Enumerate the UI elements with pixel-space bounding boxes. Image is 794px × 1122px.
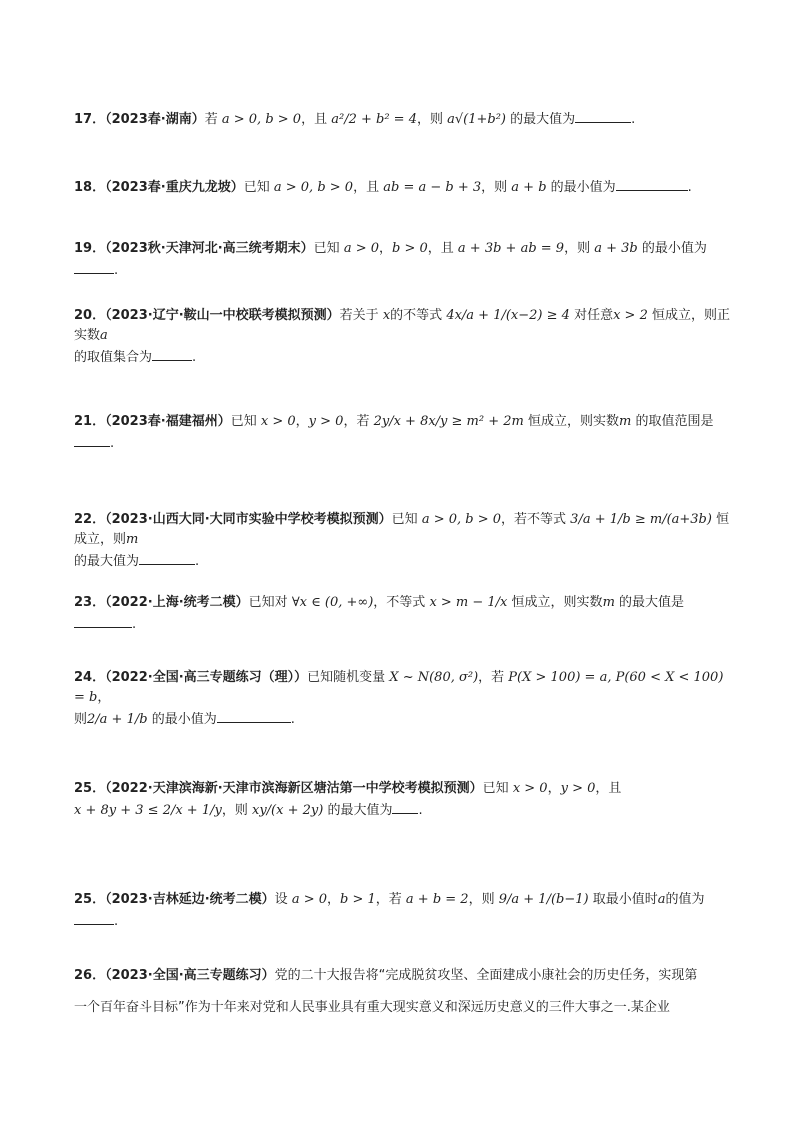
variable: x (382, 308, 391, 323)
question-20: 20．（2023·辽宁·鞍山一中校联考模拟预测）若关于 x的不等式 4x/a + 1/(x−2) ≥ 4 对任意x > 2 恒成立，则正实数a 的取值集合为 . (74, 308, 730, 365)
expression: a√(1+b²) (447, 112, 506, 127)
question-25b: 25．（2023·吉林延边·统考二模）设 a > 0，b > 1，若 a + b = 2，则 9/a + 1/(b−1) 取最小值时a的值为. (74, 892, 705, 929)
question-source: （2023·山西大同·大同市实验中学校考模拟预测） (105, 512, 392, 527)
variable: a (657, 892, 666, 907)
question-source: （2023·辽宁·鞍山一中校联考模拟预测） (105, 308, 340, 323)
inequality: x > m − 1/x (429, 595, 508, 610)
question-number: 22． (74, 512, 106, 527)
inequality: 4x/a + 1/(x−2) ≥ 4 (446, 308, 570, 323)
condition: b > 1 (340, 892, 376, 907)
equation: a²/2 + b² = 4 (331, 112, 417, 127)
question-source: （2023秋·天津河北·高三统考期末） (105, 241, 314, 256)
inequality: x + 8y + 3 ≤ 2/x + 1/y (74, 803, 222, 818)
condition: a > 0, b > 0 (221, 112, 302, 127)
question-25: 25．（2022·天津滨海新·天津市滨海新区塘沽第一中学校考模拟预测）已知 x > 0，y > 0，且 x + 8y + 3 ≤ 2/x + 1/y，则 xy/(x + 2y) 的最大值为 . (74, 781, 622, 818)
paragraph-line: 一个百年奋斗目标”作为十年来对党和人民事业具有重大现实意义和深远历史意义的三件大事之一.某企业 (74, 1000, 670, 1015)
question-18: 18．（2023春·重庆九龙坡）已知 a > 0, b > 0，且 ab = a − b + 3，则 a + b 的最小值为 . (74, 176, 734, 198)
question-number: 25． (74, 781, 106, 796)
question-19: 19．（2023秋·天津河北·高三统考期末）已知 a > 0，b > 0，且 a + 3b + ab = 9，则 a + 3b 的最小值为. (74, 241, 707, 278)
inequality: 3/a + 1/b ≥ m/(a+3b) (570, 512, 712, 527)
question-source: （2023·吉林延边·统考二模） (105, 892, 275, 907)
question-number: 17． (74, 112, 106, 127)
question-number: 23． (74, 595, 106, 610)
answer-blank (616, 176, 688, 191)
distribution: X ~ N(80, σ²) (389, 670, 479, 685)
question-number: 26． (74, 968, 106, 983)
condition: x > 0 (512, 781, 548, 796)
probability: P(X > 100) = a, P(60 < X < 100) = b (74, 670, 724, 705)
condition: a > 0 (343, 241, 379, 256)
question-number: 24． (74, 670, 106, 685)
variable: m (602, 595, 615, 610)
condition: a > 0 (291, 892, 327, 907)
expression: 9/a + 1/(b−1) (498, 892, 589, 907)
variable: a (100, 328, 108, 343)
question-source: （2023·全国·高三专题练习） (105, 968, 275, 983)
condition: x > 2 (613, 308, 648, 323)
expression: xy/(x + 2y) (251, 803, 324, 818)
variable: m (619, 414, 632, 429)
question-number: 20． (74, 308, 106, 323)
answer-blank (139, 550, 195, 565)
answer-blank (217, 708, 291, 723)
question-source: （2023春·重庆九龙坡） (105, 180, 244, 195)
question-23: 23．（2022·上海·统考二模）已知对 ∀x ∈ (0, +∞)，不等式 x > m − 1/x 恒成立，则实数m 的最大值是. (74, 595, 685, 632)
question-26 (74, 960, 734, 1024)
answer-blank (74, 613, 132, 628)
question-24: 24．（2022·全国·高三专题练习（理））已知随机变量 X ~ N(80, σ²)，若 P(X > 100) = a, P(60 < X < 100) = b， 则2/a + 1/b 的最小值为 . (74, 670, 724, 727)
question-21: 21．（2023春·福建福州）已知 x > 0，y > 0，若 2y/x + 8x/y ≥ m² + 2m 恒成立，则实数m 的取值范围是. (74, 414, 714, 451)
question-22: 22．（2023·山西大同·大同市实验中学校考模拟预测）已知 a > 0, b > 0，若不等式 3/a + 1/b ≥ m/(a+3b) 恒成立，则m 的最大值为 . (74, 512, 730, 569)
condition: y > 0 (308, 414, 344, 429)
question-17: 17．（2023春·湖南）若 a > 0, b > 0，且 a²/2 + b² = 4，则 a√(1+b²) 的最大值为 . (74, 108, 734, 130)
inequality: 2y/x + 8x/y ≥ m² + 2m (373, 414, 524, 429)
question-source: （2022·天津滨海新·天津市滨海新区塘沽第一中学校考模拟预测） (105, 781, 483, 796)
question-number: 25． (74, 892, 106, 907)
condition: a > 0, b > 0 (421, 512, 502, 527)
question-source: （2023春·福建福州） (105, 414, 231, 429)
answer-blank (74, 259, 114, 274)
equation: a + 3b + ab = 9 (457, 241, 565, 256)
answer-blank (74, 910, 114, 925)
expression: a + b (511, 180, 547, 195)
condition: y > 0 (560, 781, 596, 796)
question-number: 19． (74, 241, 106, 256)
question-source: （2022·全国·高三专题练习（理）） (105, 670, 308, 685)
question-source: （2022·上海·统考二模） (105, 595, 249, 610)
variable: m (126, 532, 139, 547)
question-source: （2023春·湖南） (105, 112, 205, 127)
condition: a > 0, b > 0 (273, 180, 354, 195)
paragraph-line: 党的二十大报告将“完成脱贫攻坚、全面建成小康社会的历史任务，实现第 (274, 968, 698, 983)
equation: ab = a − b + 3 (383, 180, 482, 195)
question-number: 18． (74, 180, 106, 195)
condition: ∀x ∈ (0, +∞) (291, 595, 374, 610)
answer-blank (392, 799, 418, 814)
condition: b > 0 (392, 241, 428, 256)
answer-blank (575, 108, 631, 123)
question-number: 21． (74, 414, 106, 429)
equation: a + b = 2 (405, 892, 469, 907)
expression: a + 3b (594, 241, 638, 256)
expression: 2/a + 1/b (87, 712, 148, 727)
condition: x > 0 (260, 414, 296, 429)
answer-blank (152, 346, 192, 361)
answer-blank (74, 432, 110, 447)
